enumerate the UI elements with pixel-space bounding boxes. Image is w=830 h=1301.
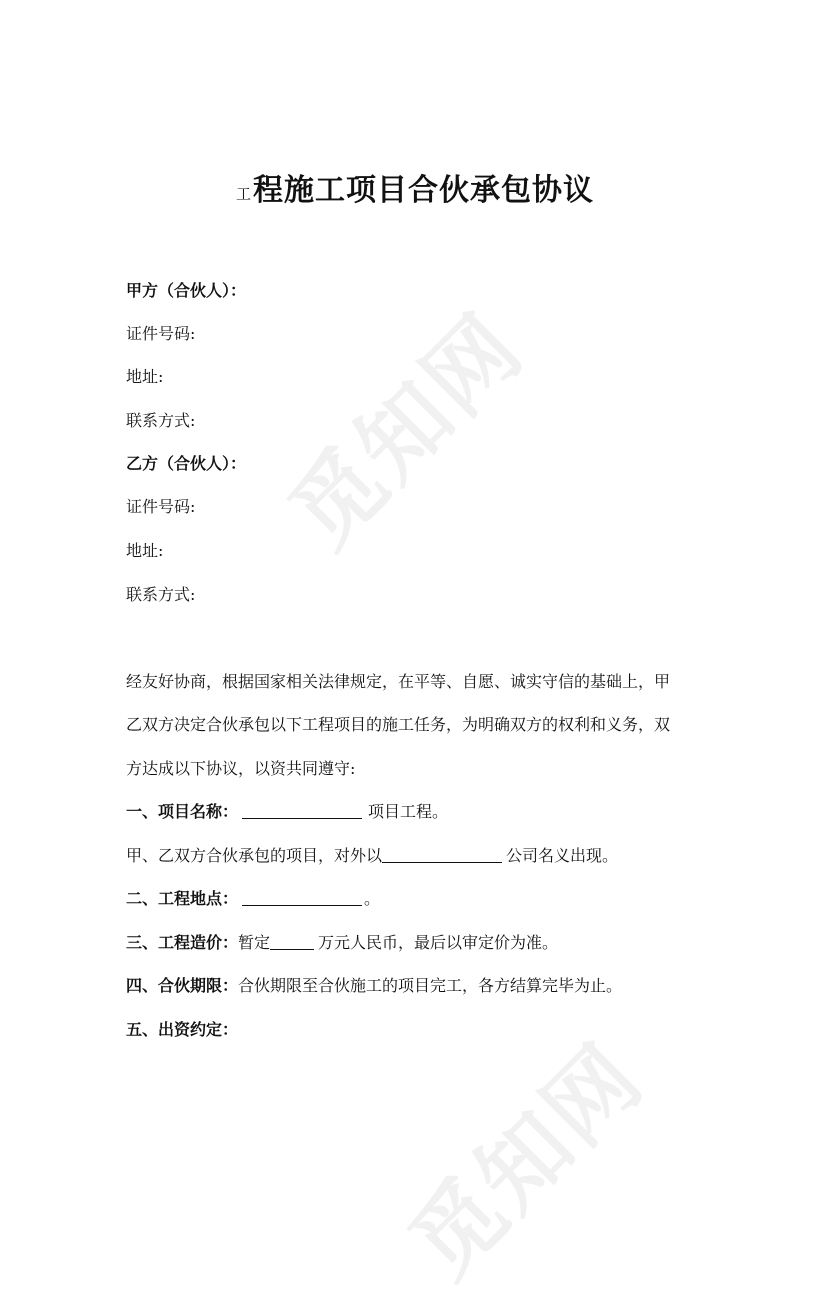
clause-suffix: 公司名义出现。 <box>506 846 619 865</box>
clause-label: 二、工程地点： <box>126 889 239 908</box>
blank-field <box>270 935 314 950</box>
clause-project-note <box>126 846 618 866</box>
party-b-heading: 乙方（合伙人）： <box>126 454 247 473</box>
title-main: 程施工项目合伙承包协议 <box>253 173 594 208</box>
clause-suffix: 项目工程。 <box>368 802 449 821</box>
document-title <box>0 165 830 209</box>
party-b-contact-label: 联系方式: <box>126 585 196 604</box>
clause-capital-contribution <box>126 1020 238 1040</box>
clause-prefix: 暂定 <box>238 933 271 952</box>
clause-label: 五、出资约定： <box>126 1020 239 1039</box>
blank-field <box>382 848 502 863</box>
clause-text: 合伙期限至合伙施工的项目完工，各方结算完毕为止。 <box>238 976 623 995</box>
clause-label: 一、项目名称： <box>126 802 239 821</box>
clause-project-cost <box>126 933 558 953</box>
clause-label: 三、工程造价： <box>126 933 239 952</box>
intro-paragraph-line: 方达成以下协议，以资共同遵守: <box>126 759 356 778</box>
clause-suffix: 。 <box>364 889 381 908</box>
title-prefix: 工 <box>235 185 252 203</box>
clause-label: 四、合伙期限： <box>126 976 239 995</box>
blank-field <box>242 804 362 819</box>
intro-paragraph-line: 乙双方决定合伙承包以下工程项目的施工任务，为明确双方的权利和义务，双 <box>126 715 671 734</box>
party-a-id-label: 证件号码: <box>126 324 196 343</box>
blank-field <box>242 891 362 906</box>
party-a-address-label: 地址: <box>126 367 164 386</box>
party-a-contact-label: 联系方式: <box>126 411 196 430</box>
clause-project-location <box>126 889 380 909</box>
party-b-address-label: 地址: <box>126 541 164 560</box>
intro-paragraph-line: 经友好协商，根据国家相关法律规定，在平等、自愿、诚实守信的基础上，甲 <box>126 672 671 691</box>
watermark-text: 觅知网 <box>390 1024 664 1298</box>
watermark-text: 觅知网 <box>270 294 544 568</box>
clause-suffix: 万元人民币，最后以审定价为准。 <box>318 933 559 952</box>
clause-project-name <box>126 802 448 822</box>
party-a-heading: 甲方（合伙人）： <box>126 281 247 300</box>
party-b-id-label: 证件号码: <box>126 497 196 516</box>
clause-partnership-term <box>126 976 622 996</box>
clause-prefix: 甲、乙双方合伙承包的项目，对外以 <box>126 846 383 865</box>
